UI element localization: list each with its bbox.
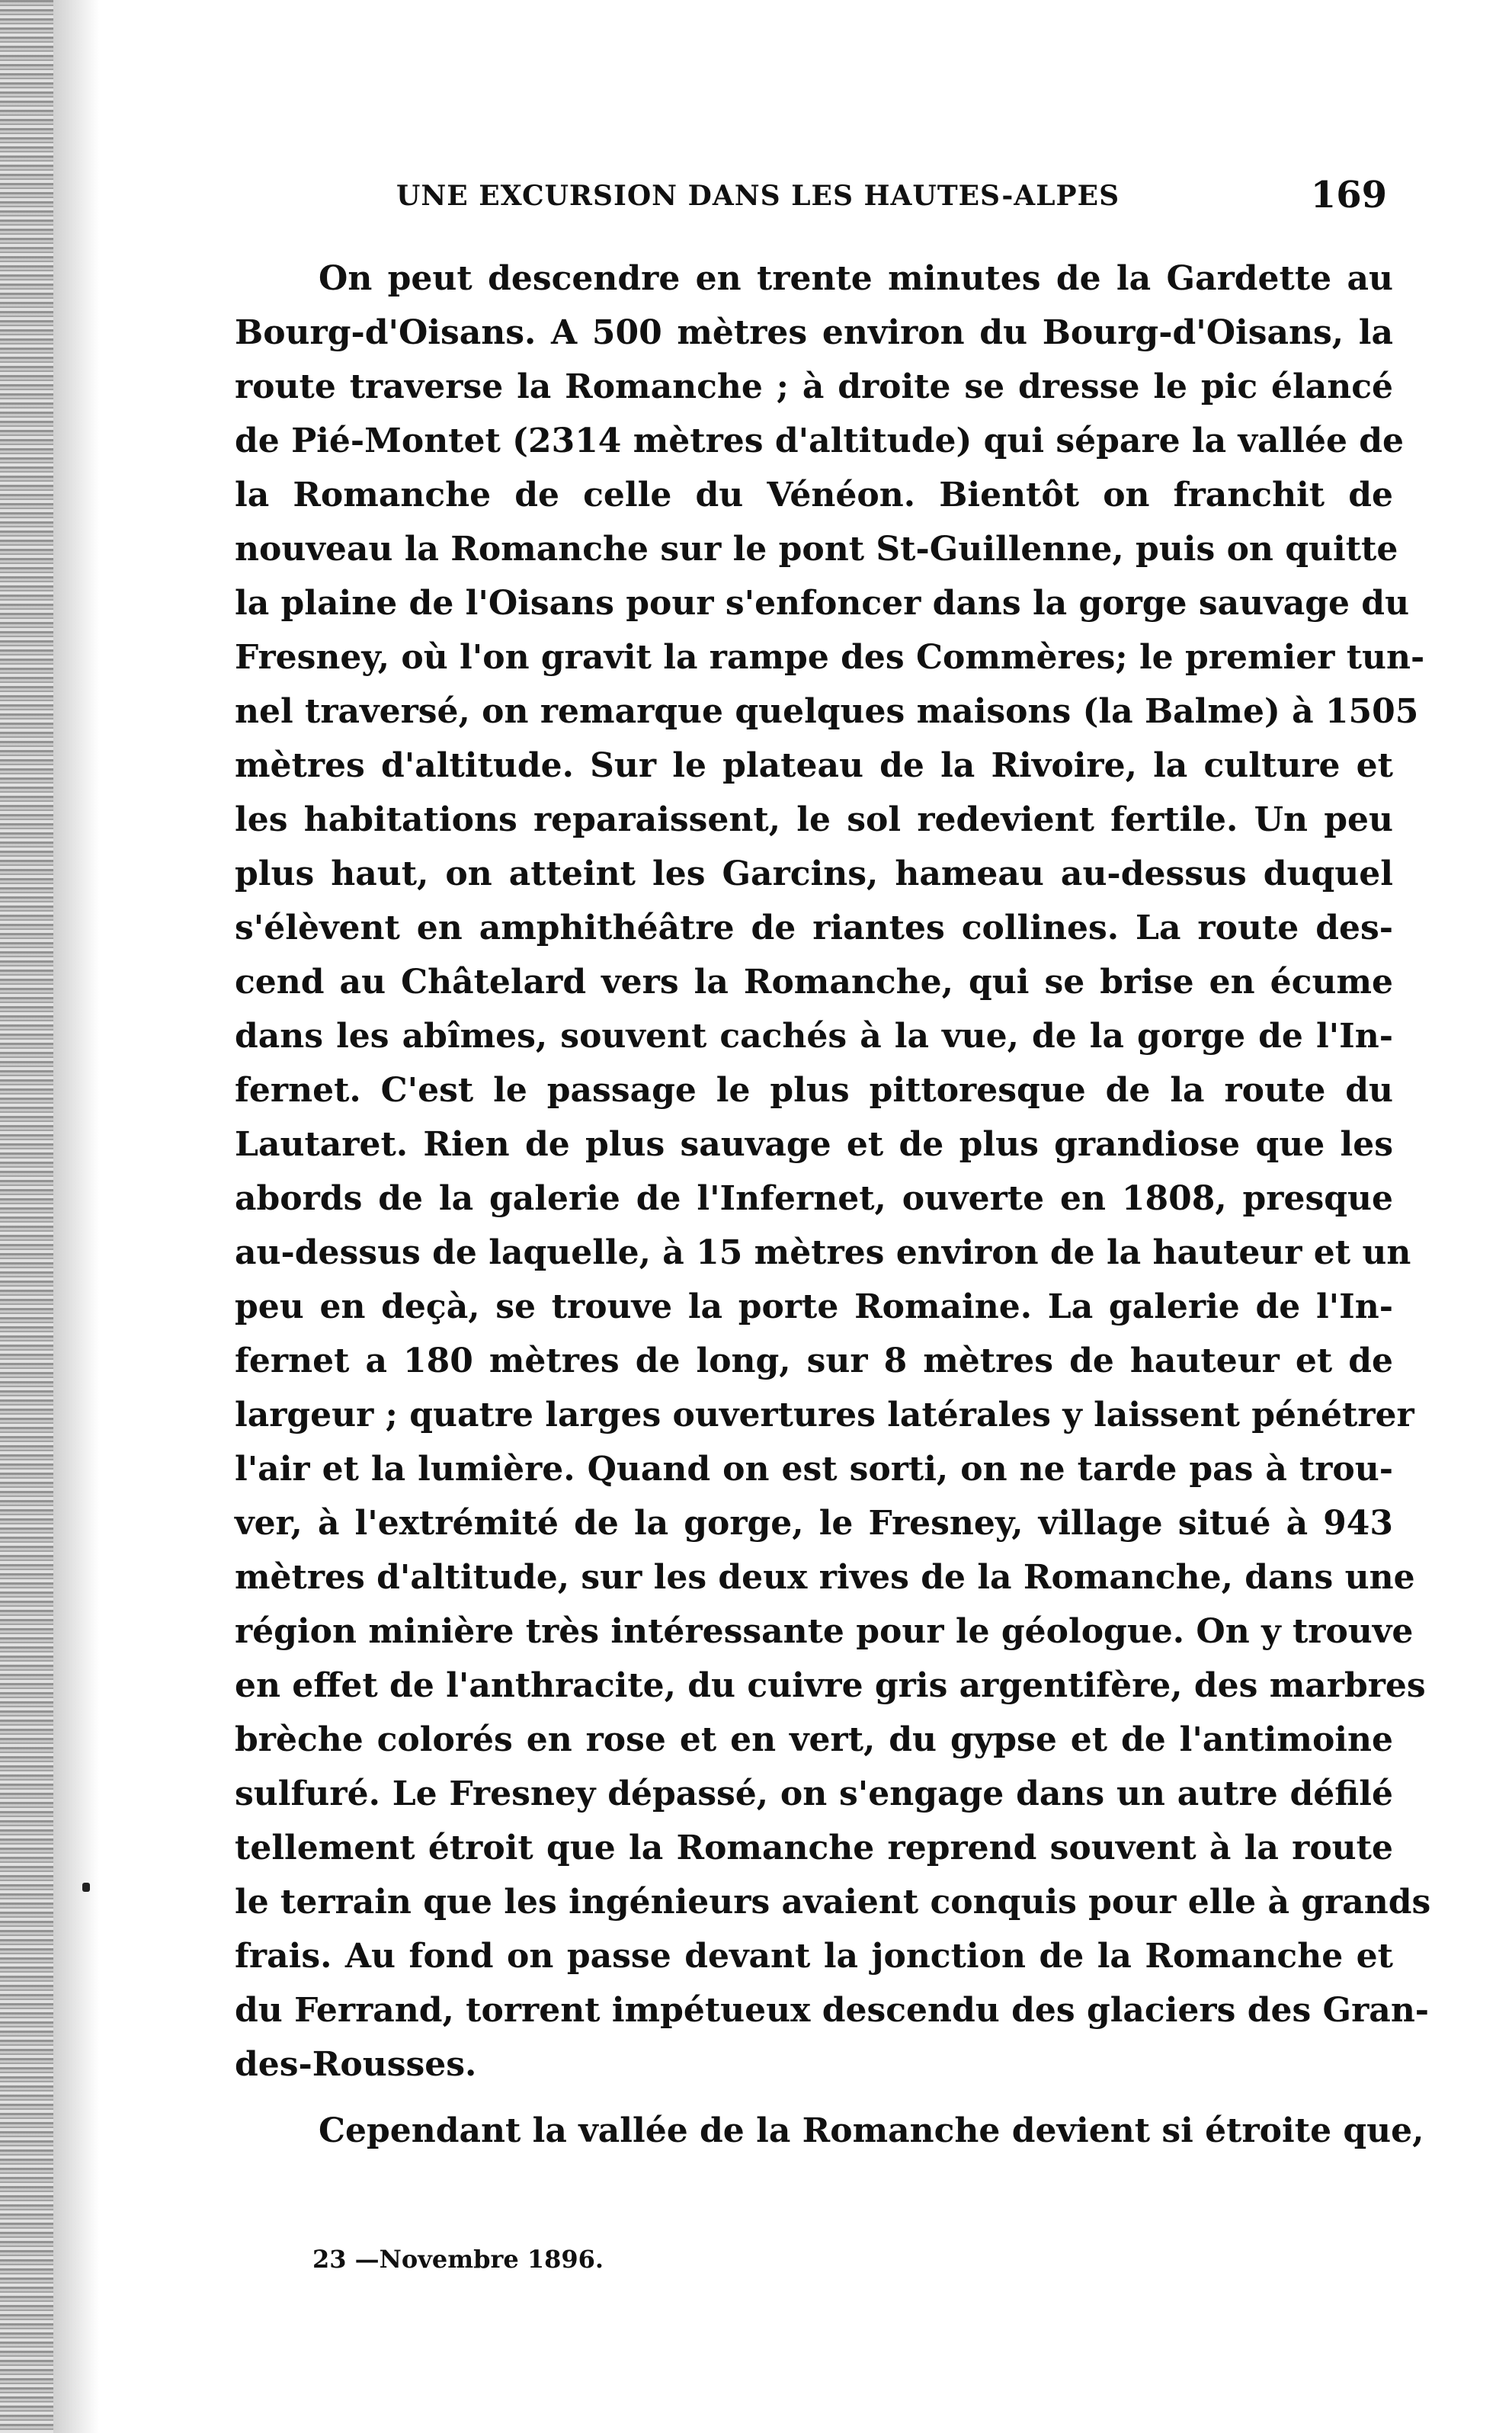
- text-line: dans les abîmes, souvent cachés à la vue, de la gorge de l'In-: [235, 1017, 1393, 1056]
- text-line: l'air et la lumière. Quand on est sorti, on ne tarde pas à trou-: [235, 1450, 1393, 1489]
- text-line: la Romanche de celle du Vénéon. Bientôt on franchit de: [235, 476, 1393, 514]
- text-line: les habitations reparaissent, le sol redevient fertile. Un peu: [235, 800, 1393, 839]
- text-line: du Ferrand, torrent impétueux descendu des glaciers des Gran-: [235, 1991, 1430, 2030]
- scan-speck: [82, 1883, 90, 1892]
- text-line: mètres d'altitude. Sur le plateau de la Rivoire, la culture et: [235, 746, 1393, 785]
- page-number: 169: [1310, 174, 1387, 216]
- scan-edge-fade: [53, 0, 99, 2433]
- text-line: tellement étroit que la Romanche reprend souvent à la route: [235, 1829, 1393, 1867]
- text-line: Fresney, où l'on gravit la rampe des Commères; le premier tun-: [235, 638, 1425, 677]
- text-line: région minière très intéressante pour le géologue. On y trouve: [235, 1612, 1414, 1651]
- text-line: mètres d'altitude, sur les deux rives de la Romanche, dans une: [235, 1558, 1415, 1597]
- text-line: abords de la galerie de l'Infernet, ouverte en 1808, presque: [235, 1179, 1393, 1218]
- text-line: en effet de l'anthracite, du cuivre gris argentifère, des marbres: [235, 1666, 1426, 1705]
- body-text: [235, 252, 1431, 2158]
- text-line: la plaine de l'Oisans pour s'enfoncer dans la gorge sauvage du: [235, 584, 1410, 623]
- text-line: au-dessus de laquelle, à 15 mètres environ de la hauteur et un: [235, 1233, 1411, 1272]
- text-line: On peut descendre en trente minutes de la Gardette au: [319, 259, 1393, 298]
- text-line: fernet a 180 mètres de long, sur 8 mètres de hauteur et de: [235, 1342, 1393, 1380]
- text-line: Lautaret. Rien de plus sauvage et de plus grandiose que les: [235, 1125, 1393, 1164]
- text-line: des-Rousses.: [235, 2045, 477, 2084]
- text-line: s'élèvent en amphithéâtre de riantes collines. La route des-: [235, 909, 1393, 947]
- text-line: nouveau la Romanche sur le pont St-Guillenne, puis on quitte: [235, 530, 1398, 569]
- text-line: fernet. C'est le passage le plus pittoresque de la route du: [235, 1071, 1393, 1110]
- footer-signature: 23 —Novembre 1896.: [312, 2245, 604, 2274]
- text-line: plus haut, on atteint les Garcins, hameau au-dessus duquel: [235, 854, 1393, 893]
- text-line: largeur ; quatre larges ouvertures latérales y laissent pénétrer: [235, 1396, 1414, 1434]
- page-header: [396, 174, 1387, 227]
- text-line: sulfuré. Le Fresney dépassé, on s'engage dans un autre défilé: [235, 1774, 1393, 1813]
- text-line: frais. Au fond on passe devant la jonction de la Romanche et: [235, 1937, 1393, 1976]
- text-line: peu en deçà, se trouve la porte Romaine. La galerie de l'In-: [235, 1287, 1393, 1326]
- text-line: cend au Châtelard vers la Romanche, qui se brise en écume: [235, 963, 1393, 1002]
- text-line: de Pié-Montet (2314 mètres d'altitude) qui sépare la vallée de: [235, 422, 1405, 460]
- text-line: route traverse la Romanche ; à droite se dresse le pic élancé: [235, 367, 1393, 406]
- text-line: le terrain que les ingénieurs avaient conquis pour elle à grands: [235, 1883, 1431, 1922]
- text-line: nel traversé, on remarque quelques maisons (la Balme) à 1505: [235, 692, 1419, 731]
- text-line: brèche colorés en rose et en vert, du gypse et de l'antimoine: [235, 1720, 1393, 1759]
- scan-edge-shadow: [0, 0, 53, 2433]
- text-line: Cependant la vallée de la Romanche devient si étroite que,: [319, 2111, 1424, 2150]
- running-title: UNE EXCURSION DANS LES HAUTES-ALPES: [396, 180, 1120, 212]
- text-line: ver, à l'extrémité de la gorge, le Fresney, village situé à 943: [235, 1504, 1393, 1543]
- text-line: Bourg-d'Oisans. A 500 mètres environ du Bourg-d'Oisans, la: [235, 313, 1393, 352]
- paragraph-gap: [235, 2092, 1393, 2104]
